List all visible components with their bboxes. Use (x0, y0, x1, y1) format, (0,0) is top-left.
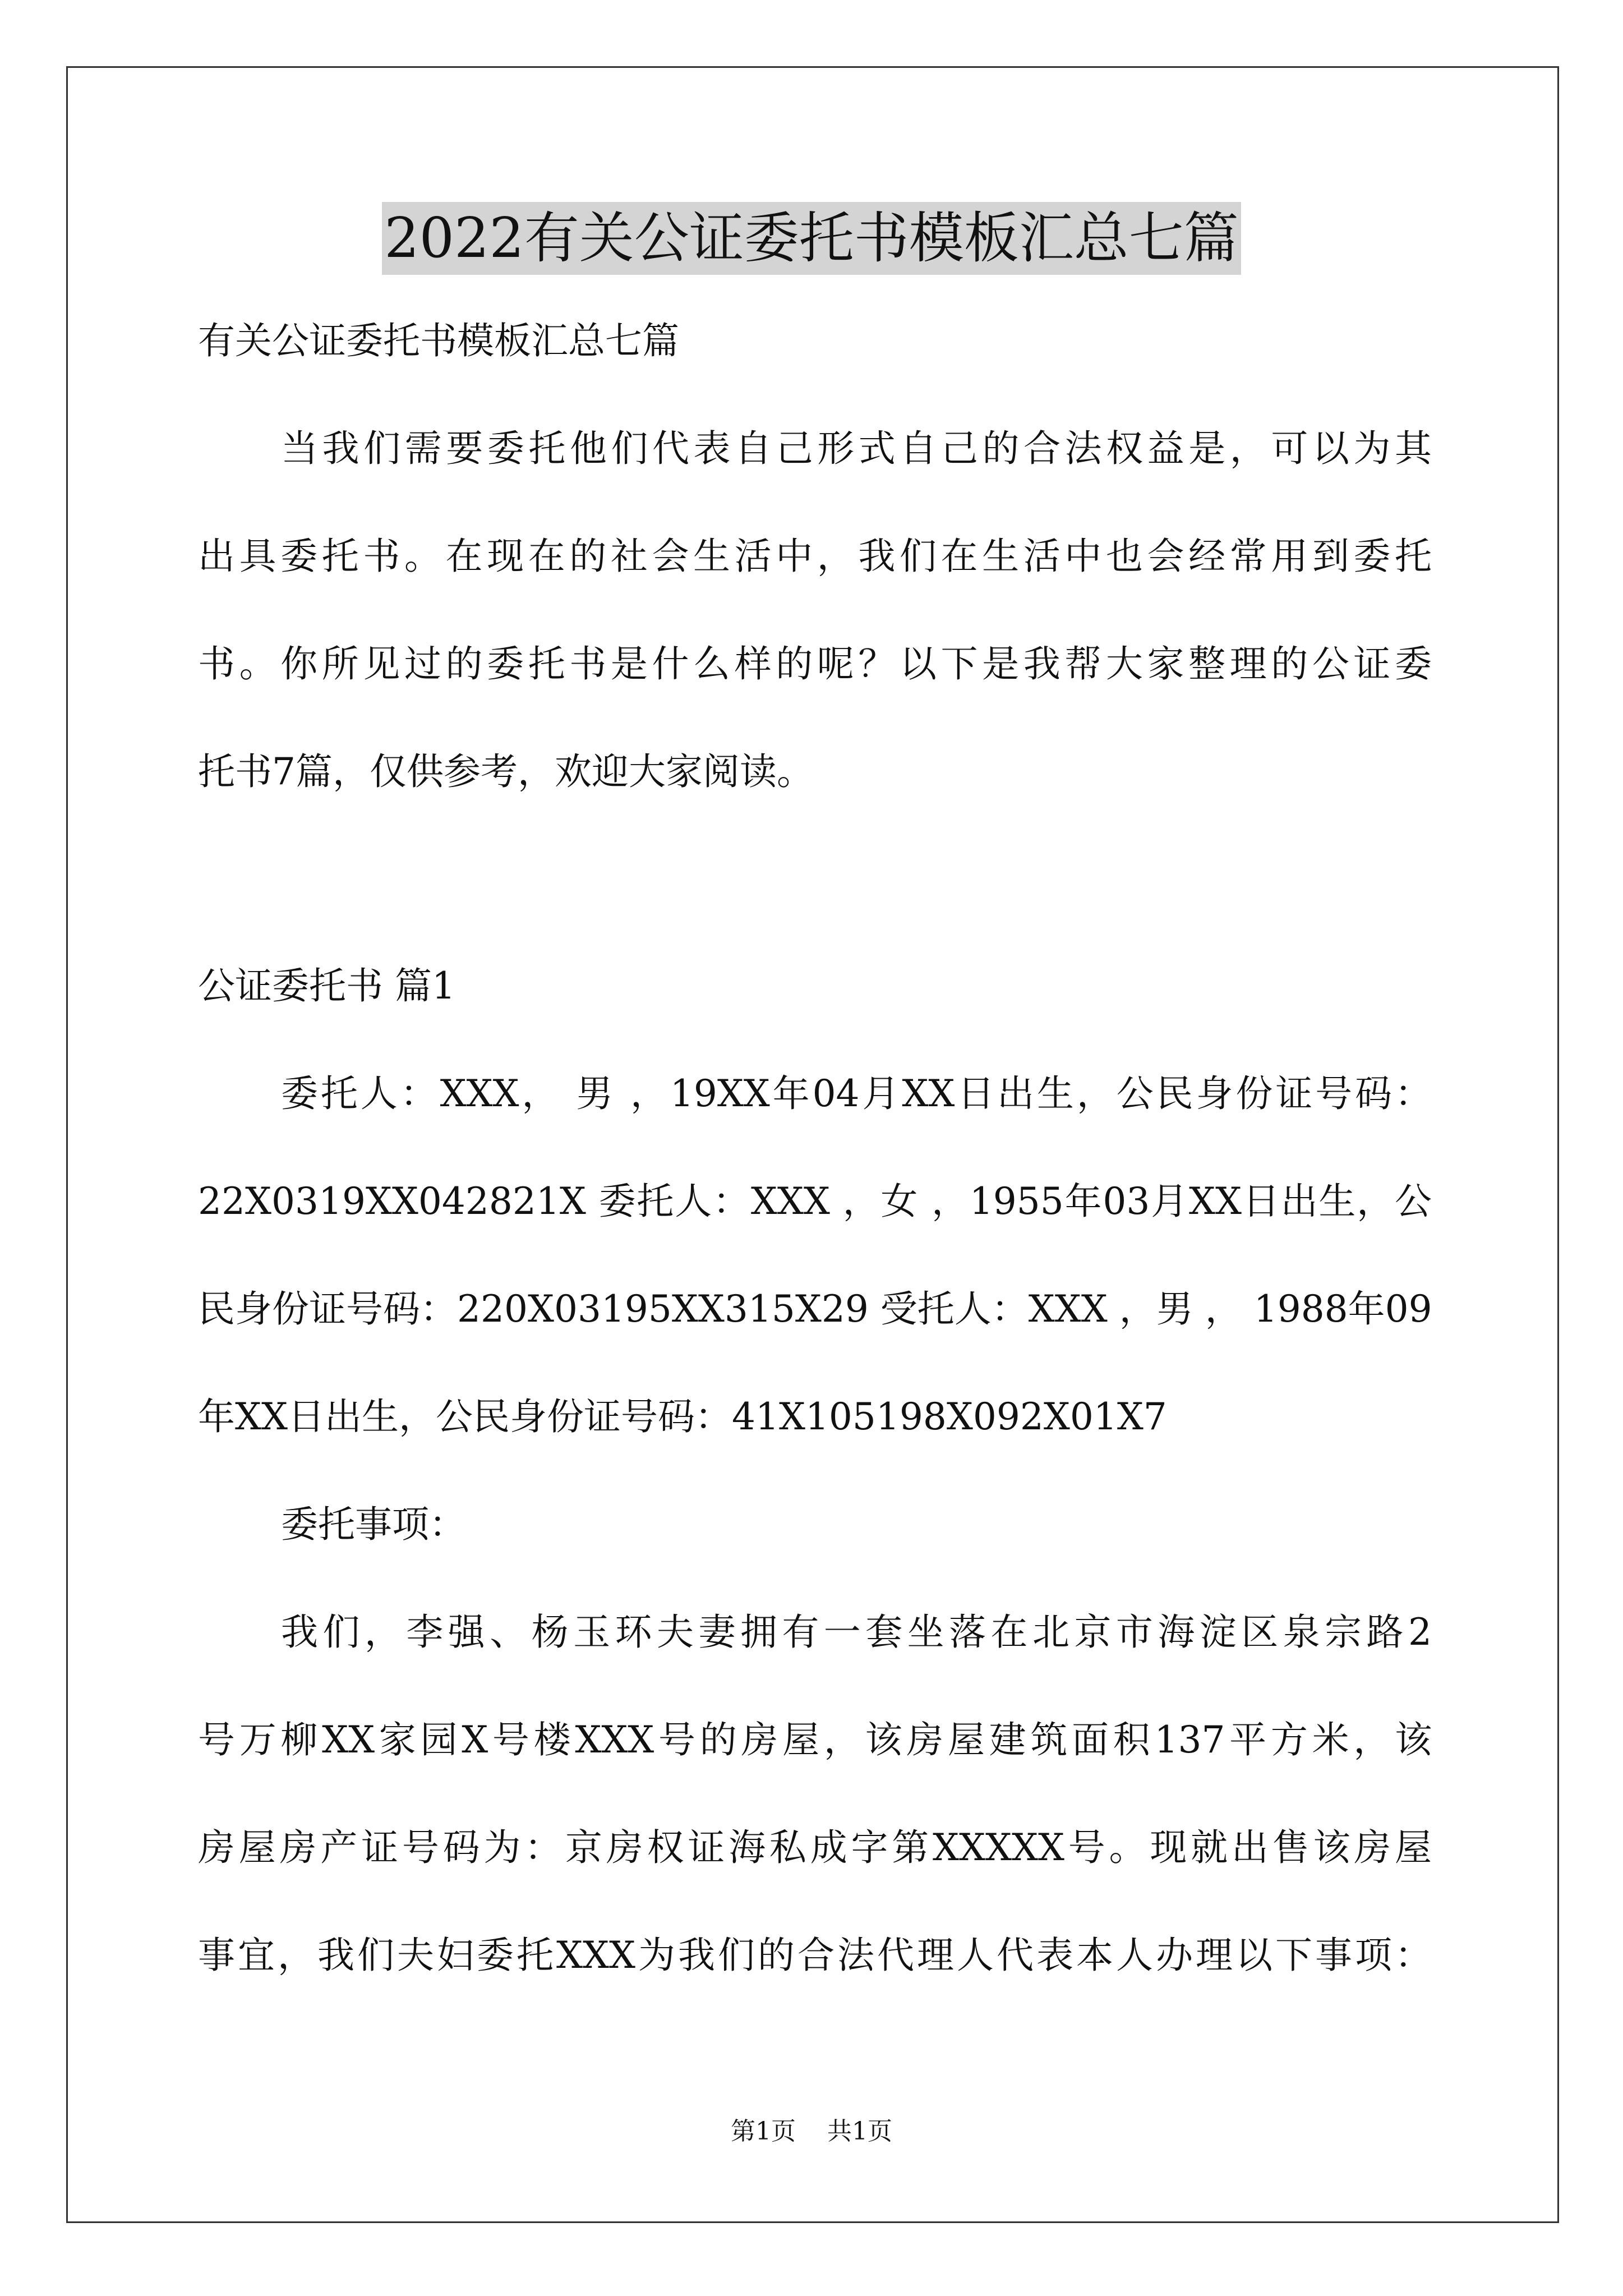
parties-line-1: 委托人：XXX， 男 ，19XX年04月XX日出生，公民身份证号码： (281, 1072, 1432, 1115)
matters-line-2: 号万柳XX家园X号楼XXX号的房屋，该房屋建筑面积137平方米，该 (198, 1718, 1432, 1761)
section-gap (198, 853, 1432, 959)
matters-line-3: 房屋房产证号码为：京房权证海私成字第XXXXX号。现就出售该房屋 (198, 1826, 1432, 1869)
intro-line-1: 当我们需要委托他们代表自己形式自己的合法权益是，可以为其 (281, 427, 1432, 470)
document-title: 2022有关公证委托书模板汇总七篇 (382, 202, 1241, 275)
parties-line-3: 民身份证号码：220X03195XX315X29 受托人：XXX ，男 ， 1988年09 (198, 1287, 1432, 1331)
page-total: 共1页 (827, 2117, 892, 2146)
document-subtitle: 有关公证委托书模板汇总七篇 (198, 319, 679, 362)
matters-label: 委托事项： (281, 1503, 466, 1546)
page-number: 第1页 (731, 2117, 796, 2146)
section-heading: 公证委托书 篇1 (198, 964, 455, 1007)
intro-line-4: 托书7篇，仅供参考，欢迎大家阅读。 (198, 750, 814, 793)
matters-line-1: 我们，李强、杨玉环夫妻拥有一套坐落在北京市海淀区泉宗路2 (281, 1611, 1432, 1654)
page-footer (0, 2115, 1623, 2148)
document-body (198, 314, 1432, 2036)
parties-line-2: 22X0319XX042821X 委托人：XXX ，女 ，1955年03月XX日出生，公 (198, 1180, 1432, 1223)
intro-line-2: 出具委托书。在现在的社会生活中，我们在生活中也会经常用到委托 (198, 535, 1432, 578)
parties-line-4: 年XX日出生，公民身份证号码：41X105198X092X01X7 (198, 1395, 1167, 1438)
matters-line-4: 事宜，我们夫妇委托XXX为我们的合法代理人代表本人办理以下事项： (198, 1934, 1432, 1977)
title-wrap (0, 202, 1623, 275)
intro-line-3: 书。你所见过的委托书是什么样的呢？以下是我帮大家整理的公证委 (198, 642, 1432, 685)
